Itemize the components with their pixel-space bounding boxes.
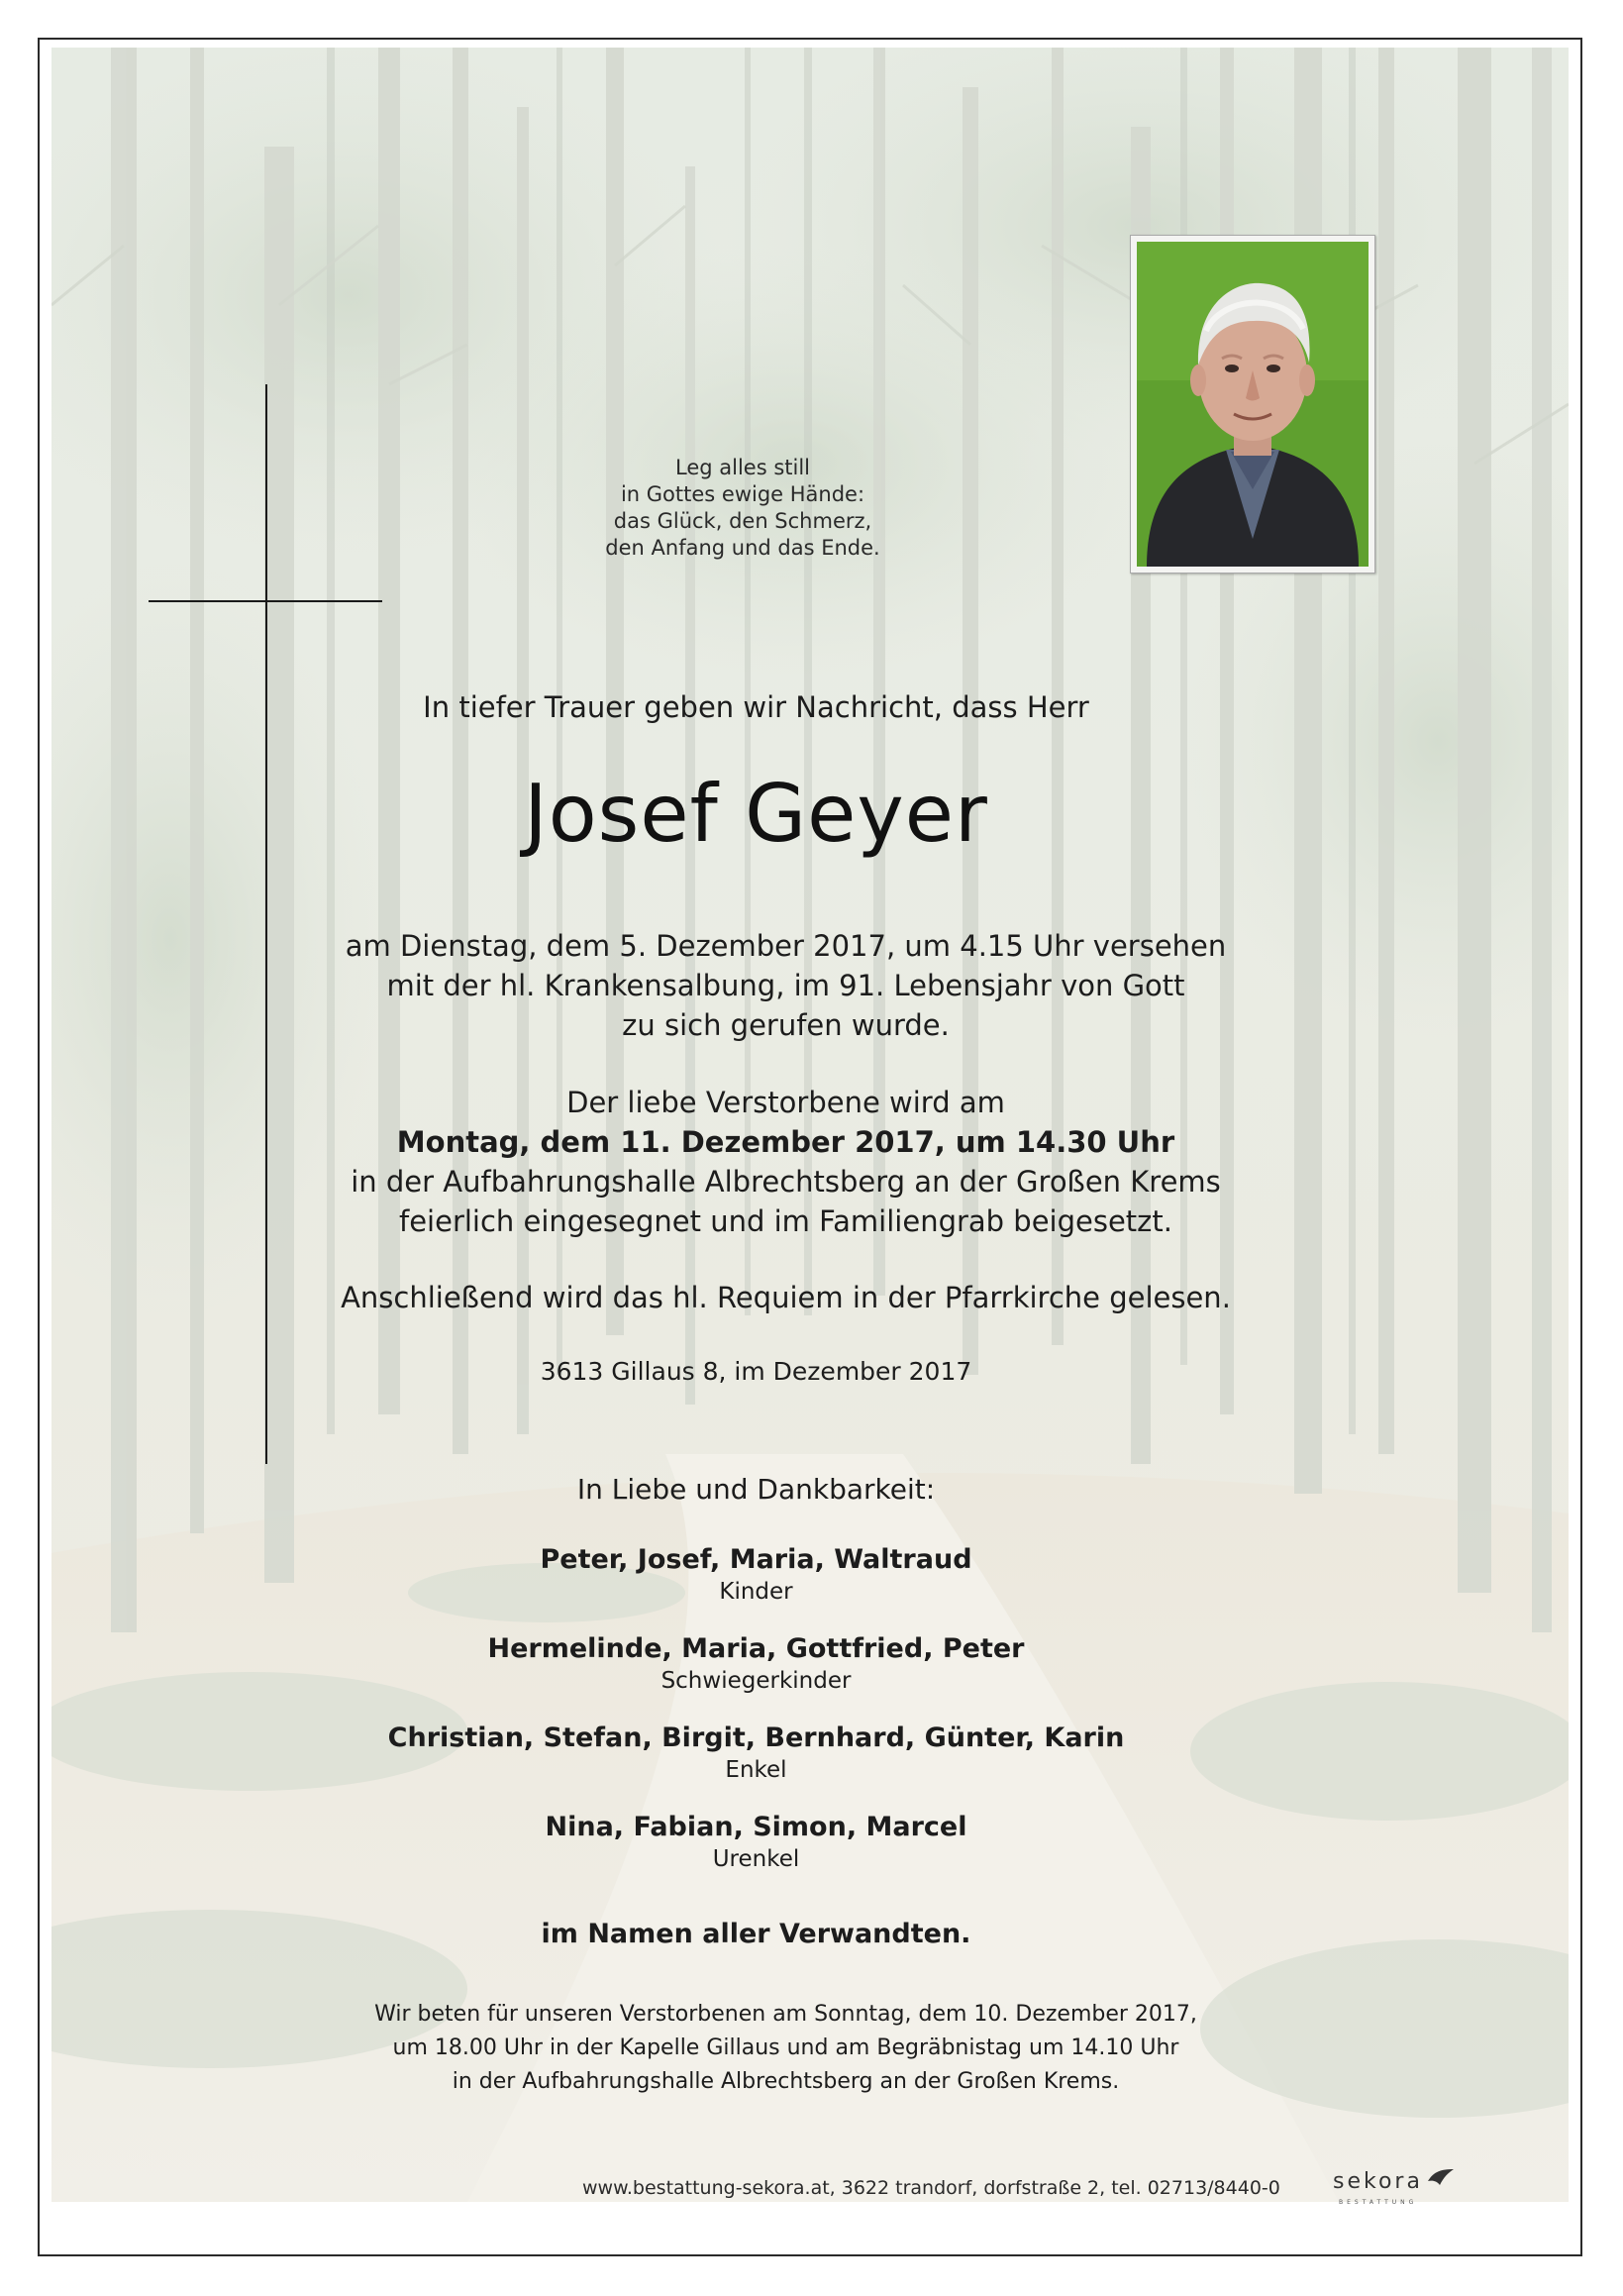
verse-line: in Gottes ewige Hände: <box>620 482 865 506</box>
verse-line: das Glück, den Schmerz, <box>613 509 872 533</box>
relatives-line: im Namen aller Verwandten. <box>541 1919 971 1949</box>
mourner-relation: Schwiegerkinder <box>660 1668 852 1694</box>
intro-text: In tiefer Trauer geben wir Nachricht, dass Herr <box>423 690 1089 724</box>
portrait-frame <box>1130 235 1375 574</box>
verse-line: Leg alles still <box>674 456 810 479</box>
place-date: 3613 Gillaus 8, im Dezember 2017 <box>540 1357 972 1386</box>
portrait-photo <box>1137 242 1369 567</box>
funeral-line: feierlich eingesegnet und im Familiengrab beigesetzt. <box>399 1204 1172 1238</box>
footer-contact: www.bestattung-sekora.at, 3622 trandorf, dorfstraße 2, tel. 02713/8440-0 <box>582 2177 1280 2199</box>
mourner-names: Hermelinde, Maria, Gottfried, Peter <box>487 1633 1025 1664</box>
mourner-names: Peter, Josef, Maria, Waltraud <box>540 1544 972 1575</box>
mourner-group <box>0 1811 1568 1874</box>
mourner-relation: Kinder <box>719 1579 793 1605</box>
prayer-notice <box>0 1998 1597 2099</box>
requiem-text: Anschließend wird das hl. Requiem in der Pfarrkirche gelesen. <box>341 1281 1231 1314</box>
funeral-date: Montag, dem 11. Dezember 2017, um 14.30 Uhr <box>396 1125 1175 1159</box>
mourner-relation: Urenkel <box>712 1846 800 1872</box>
funeral-line: Der liebe Verstorbene wird am <box>566 1086 1005 1119</box>
mourner-group <box>0 1632 1568 1696</box>
mourner-group <box>0 1543 1568 1607</box>
mourner-relation: Enkel <box>725 1757 787 1783</box>
death-notice-line: mit der hl. Krankensalbung, im 91. Lebensjahr von Gott <box>386 969 1185 1002</box>
prayer-line: um 18.00 Uhr in der Kapelle Gillaus und am Begräbnistag um 14.10 Uhr <box>392 2035 1179 2060</box>
deceased-name: Josef Geyer <box>524 768 988 860</box>
mourner-group <box>0 1722 1568 1785</box>
sekora-logo-text: sekora <box>1333 2169 1423 2194</box>
gratitude-heading: In Liebe und Dankbarkeit: <box>576 1473 936 1506</box>
verse-line: den Anfang und das Ende. <box>605 536 880 560</box>
death-notice-line: zu sich gerufen wurde. <box>622 1008 950 1042</box>
bird-logo-icon <box>1426 2167 1456 2189</box>
death-notice <box>0 926 1597 1045</box>
verse <box>555 455 931 562</box>
mourner-names: Christian, Stefan, Birgit, Bernhard, Günter, Karin <box>387 1722 1125 1753</box>
prayer-line: in der Aufbahrungshalle Albrechtsberg an der Großen Krems. <box>452 2069 1120 2094</box>
death-notice-line: am Dienstag, dem 5. Dezember 2017, um 4.15 Uhr versehen <box>345 929 1227 963</box>
prayer-line: Wir beten für unseren Verstorbenen am Sonntag, dem 10. Dezember 2017, <box>374 2002 1197 2027</box>
sekora-logo-subtitle: BESTATTUNG <box>1339 2199 1418 2206</box>
funeral-notice <box>0 1083 1597 1241</box>
funeral-line: in der Aufbahrungshalle Albrechtsberg an der Großen Krems <box>351 1165 1221 1199</box>
mourner-names: Nina, Fabian, Simon, Marcel <box>545 1812 967 1842</box>
cross-horizontal-bar <box>149 600 382 602</box>
